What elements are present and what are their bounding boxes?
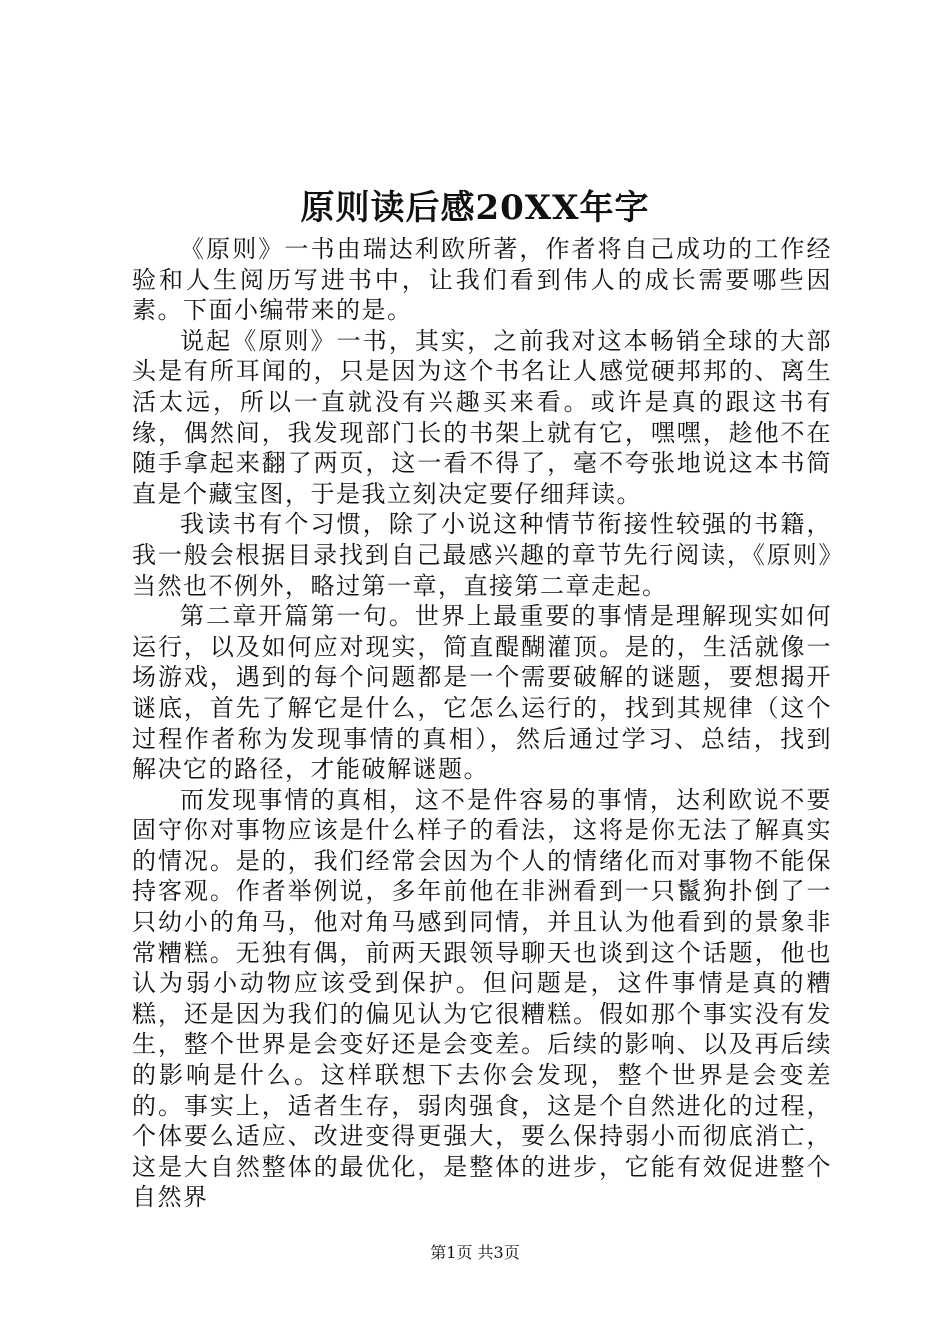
page-footer: 第1页 共3页 bbox=[430, 1243, 520, 1262]
paragraph-5: 而发现事情的真相，这不是件容易的事情，达利欧说不要固守你对事物应该是什么样子的看法，这将是你无法了解真实的情况。是的，我们经常会因为个人的情绪化而对事物不能保持客观。作者举例说，多年前他在非洲看到一只鬣狗扑倒了一只幼小的角马，他对角马感到同情，并且认为他看到的景象非常糟糕。无独有偶，前两天跟领导聊天也谈到这个话题，他也认为弱小动物应该受到保护。但问题是，这件事情是真的糟糕，还是因为我们的偏见认为它很糟糕。假如那个事实没有发生，整个世界是会变好还是会变差。后续的影响、以及再后续的影响是什么。这样联想下去你会发现，整个世界是会变差的。事实上，适者生存，弱肉强食，这是个自然进化的过程，个体要么适应、改进变得更强大，要么保持弱小而彻底消亡，这是大自然整体的最优化，是整体的进步，它能有效促进整个自然界 bbox=[132, 785, 832, 1212]
paragraph-4: 第二章开篇第一句。世界上最重要的事情是理解现实如何运行，以及如何应对现实，简直醍醐灌顶。是的，生活就像一场游戏，遇到的每个问题都是一个需要破解的谜题，要想揭开谜底，首先了解它是什么，它怎么运行的，找到其规律（这个过程作者称为发现事情的真相），然后通过学习、总结，找到解决它的路径，才能破解谜题。 bbox=[132, 602, 832, 784]
document-title: 原则读后感20XX年字 bbox=[300, 188, 650, 228]
paragraph-3: 我读书有个习惯，除了小说这种情节衔接性较强的书籍，我一般会根据目录找到自己最感兴趣的章节先行阅读，《原则》当然也不例外，略过第一章，直接第二章走起。 bbox=[132, 510, 832, 600]
document-body bbox=[132, 234, 832, 1213]
paragraph-1: 《原则》一书由瑞达利欧所著，作者将自己成功的工作经验和人生阅历写进书中，让我们看到伟人的成长需要哪些因素。下面小编带来的是。 bbox=[132, 235, 832, 325]
paragraph-2: 说起《原则》一书，其实，之前我对这本畅销全球的大部头是有所耳闻的，只是因为这个书名让人感觉硬邦邦的、离生活太远，所以一直就没有兴趣买来看。或许是真的跟这书有缘，偶然间，我发现部门长的书架上就有它，嘿嘿，趁他不在随手拿起来翻了两页，这一看不得了，毫不夸张地说这本书简直是个藏宝图，于是我立刻决定要仔细拜读。 bbox=[132, 326, 832, 508]
